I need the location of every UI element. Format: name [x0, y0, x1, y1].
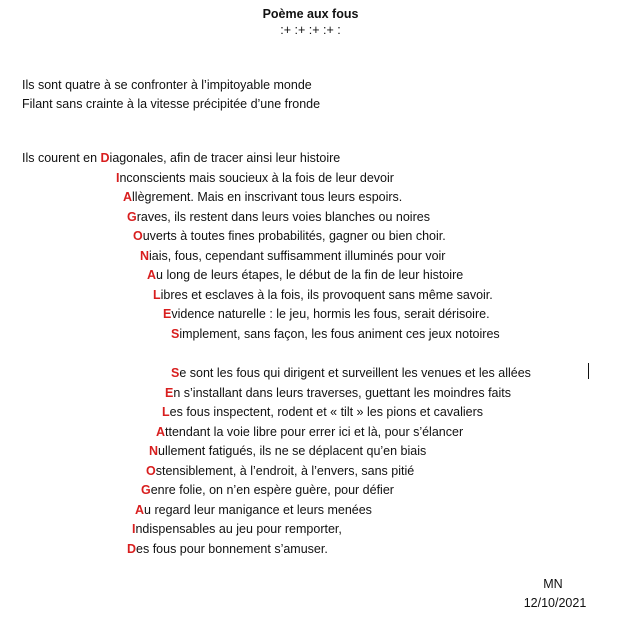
- poem-line: [147, 267, 463, 283]
- line-text: ndispensables au jeu pour remporter,: [135, 522, 342, 536]
- poem-subtitle: :+ :+ :+ :+ :: [280, 23, 341, 37]
- poem-line: [116, 170, 394, 186]
- poem-line: [171, 326, 500, 342]
- poem-line: [165, 385, 511, 401]
- acrostic-letter: L: [153, 287, 161, 302]
- acrostic-letter: D: [100, 151, 110, 165]
- line-text: e sont les fous qui dirigent et surveillent les venues et les allées: [179, 366, 531, 380]
- acrostic-letter: A: [123, 190, 133, 204]
- acrostic-letter: L: [162, 405, 170, 419]
- poem-line: [123, 189, 402, 205]
- line-text: uverts à toutes fines probabilités, gagner ou bien choir.: [142, 229, 446, 243]
- acrostic-letter: S: [171, 366, 180, 380]
- line-text: n s’installant dans leurs traverses, guettant les moindres faits: [173, 385, 512, 400]
- acrostic-letter: O: [133, 229, 143, 243]
- line-text: nconscients mais soucieux à la fois de leur devoir: [119, 170, 394, 185]
- intro-line: Filant sans crainte à la vitesse précipitée d’une fronde: [22, 97, 321, 111]
- line-text: raves, ils restent dans leurs voies blanches ou noires: [136, 209, 430, 224]
- poem-line: [140, 248, 445, 264]
- line-text: vidence naturelle : le jeu, hormis les fous, serait dérisoire.: [171, 307, 490, 321]
- poem-line: [135, 502, 372, 518]
- text-cursor: [588, 363, 589, 379]
- line-text: ttendant la voie libre pour errer ici et là, pour s’élancer: [165, 424, 464, 439]
- poem-line: [127, 541, 328, 557]
- line-text: es fous pour bonnement s’amuser.: [136, 541, 328, 556]
- acrostic-letter: I: [116, 170, 120, 185]
- poem-title: Poème aux fous: [262, 7, 359, 21]
- acrostic-letter: I: [132, 522, 136, 536]
- poem-line: [127, 209, 430, 225]
- line-text: iais, fous, cependant suffisamment illuminés pour voir: [149, 248, 446, 263]
- acrostic-letter: D: [127, 541, 137, 556]
- acrostic-letter: N: [140, 248, 150, 263]
- line-text: iagonales, afin de tracer ainsi leur histoire: [109, 151, 341, 165]
- line-text: u regard leur manigance et leurs menées: [144, 502, 372, 517]
- poem-line: [141, 482, 394, 498]
- acrostic-letter: N: [149, 444, 159, 458]
- acrostic-letter: A: [135, 502, 145, 517]
- line-text: stensiblement, à l’endroit, à l’envers, sans pitié: [155, 463, 415, 478]
- line-text: u long de leurs étapes, le début de la fin de leur histoire: [156, 268, 464, 282]
- line-text: ibres et esclaves à la fois, ils provoquent sans même savoir.: [160, 287, 493, 302]
- signature-date: 12/10/2021: [523, 596, 587, 610]
- line-prefix: Ils courent en: [22, 151, 101, 165]
- poem-line: [156, 424, 463, 440]
- acrostic-letter: S: [171, 326, 180, 341]
- poem-line: [132, 521, 342, 537]
- acrostic-letter: E: [165, 385, 174, 400]
- intro-line: Ils sont quatre à se confronter à l’impitoyable monde: [22, 78, 312, 92]
- line-text: es fous inspectent, rodent et « tilt » les pions et cavaliers: [169, 405, 484, 419]
- line-text: enre folie, on n’en espère guère, pour défier: [150, 483, 394, 497]
- poem-line: [22, 150, 340, 166]
- acrostic-letter: A: [147, 268, 157, 282]
- acrostic-letter: G: [127, 209, 137, 224]
- acrostic-letter: O: [146, 463, 156, 478]
- poem-line: [163, 306, 490, 322]
- line-text: ullement fatigués, ils ne se déplacent qu’en biais: [158, 444, 427, 458]
- acrostic-letter: G: [141, 483, 151, 497]
- acrostic-letter: A: [156, 424, 166, 439]
- poem-line: [133, 228, 446, 244]
- poem-line: [146, 463, 414, 479]
- poem-line: [149, 443, 426, 459]
- poem-line: [171, 365, 531, 381]
- poem-line: [153, 287, 493, 303]
- poem-line: [162, 404, 483, 420]
- line-text: llègrement. Mais en inscrivant tous leurs espoirs.: [132, 190, 403, 204]
- signature-author: MN: [543, 577, 563, 591]
- acrostic-letter: E: [163, 307, 172, 321]
- line-text: implement, sans façon, les fous animent ces jeux notoires: [179, 326, 500, 341]
